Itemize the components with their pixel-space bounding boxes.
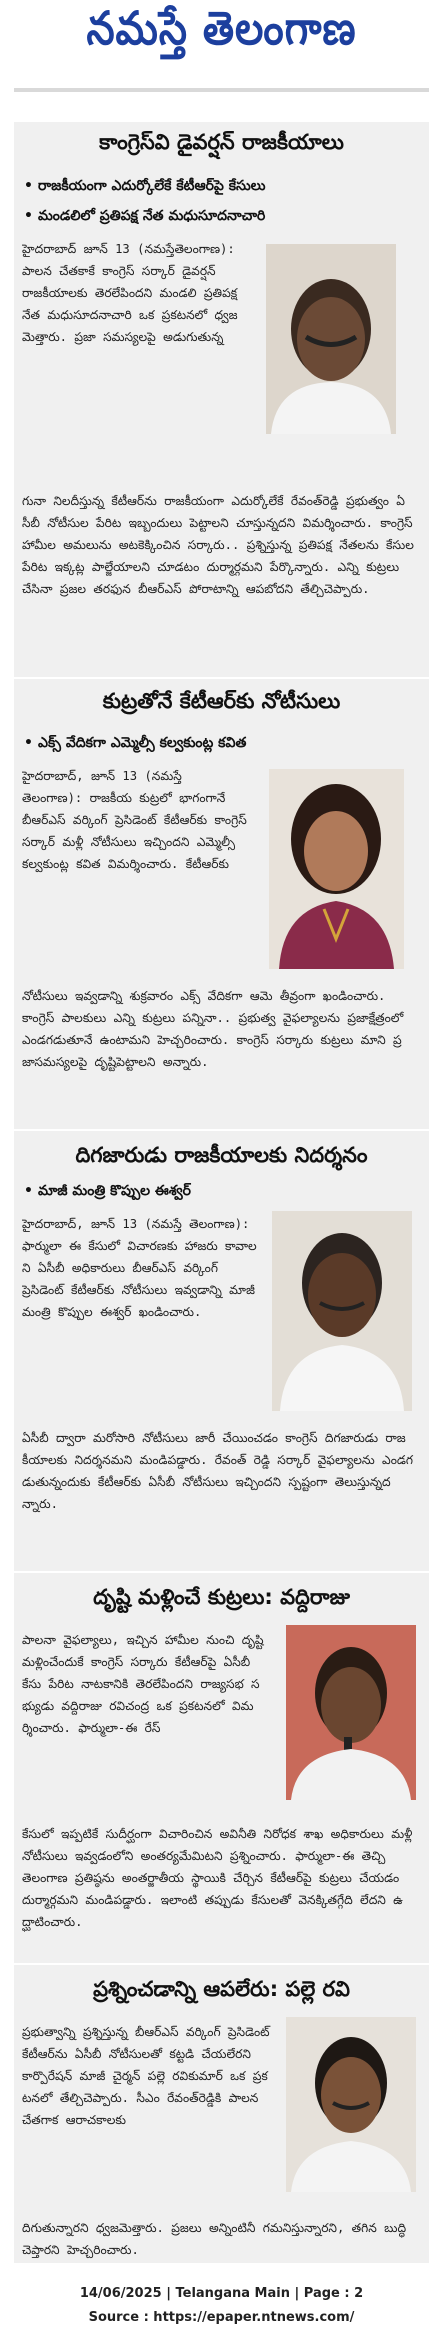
article-3-body-bottom: ఏసీబీ ద్వారా మరోసారి నోటీసులు జారీ చేయించడం కాంగ్రెస్ దిగజారుడు రాజకీయాలకు నిదర్శనమని మండిపడ్డారు. రేవంత్ రెడ్డి సర్కార్ వైఫల్యాలను ఎండగడుతున్నందుకు కేటీఆర్‌కు ఏసీబీ నోటీసులు ఇచ్చిందని స్పష్టంగా తెలుస్తున్నదన్నారు. bbox=[22, 1431, 414, 1511]
article-2-body-top: హైదరాబాద్, జూన్ 13 (నమస్తే తెలంగాణ): రాజకీయ కుట్రలో భాగంగానే బీఆర్ఎస్ వర్కింగ్ ప్రెసిడెంట్ కేటీఆర్‌కు కాంగ్రెస్ సర్కార్ మళ్లీ నోటీసులు ఇచ్చిందని ఎమ్మెల్సీ కల్వకుంట్ల కవిత విమర్శించారు. కేటీఆర్‌కు bbox=[22, 769, 247, 871]
article-1-body-bottom: గునా నిలదీస్తున్న కేటీఆర్‌ను రాజకీయంగా ఎదుర్కోలేకే రేవంత్‌రెడ్డి ప్రభుత్వం ఏసీబీ నోటీసుల పేరిట ఇబ్బందులు పెట్టాలని చూస్తున్నదని విమర్శించారు. కాంగ్రెస్ హామీల అమలును అటకెక్కించిన సర్కారు.. ప్రశ్నిస్తున్న ప్రతిపక్ష నేతలను కేసుల పేరిట ఇక్కట్ల పాల్జేయాలని చూడటం దుర్మార్గమని పేర్కొన్నారు. ఎన్ని కుట్రలు చేసినా ప్రజల తరఫున బీఆర్ఎస్ పోరాటాన్ని ఆపబోదని తేల్చిచెప్పారు. bbox=[22, 494, 414, 596]
article-1-subhead-2: • మండలిలో ప్రతిపక్ష నేత మధుసూదనాచారి bbox=[24, 208, 266, 224]
article-2 bbox=[14, 679, 429, 1129]
article-5-body-top: ప్రభుత్వాన్ని ప్రశ్నిస్తున్న బీఆర్ఎస్ వర్కింగ్ ప్రెసిడెంట్ కేటీఆర్‌ను ఏసీబీ నోటీసులతో కట్టడి చేయలేరని కార్పొరేషన్ మాజీ చైర్మన్ పల్లె రవికుమార్ ఒక ప్రకటనలో తేల్చిచెప్పారు. సీఎం రేవంత్‌రెడ్డికి పాలన చేతగాక ఆరాచకాలకు bbox=[22, 2025, 270, 2127]
article-4-body-bottom: కేసులో ఇప్పటికే సుదీర్ఘంగా విచారించిన అవినీతి నిరోధక శాఖ అధికారులు మళ్లీ నోటీసులు ఇవ్వడంలోని అంతర్యమేమిటని ప్రశ్నించారు. ఫార్ములా-ఈ తెచ్చి తెలంగాణ ప్రతిష్ఠను అంతర్జాతీయ స్థాయికి చేర్చిన కేటీఆర్‌పై కుట్రలు చేయడం దుర్మార్గమని మండిపడ్డారు. ఇలాంటి తప్పుడు కేసులతో వెనక్కితగ్గేది లేదని ఉద్ఘాటించారు. bbox=[22, 1827, 413, 1929]
masthead bbox=[0, 0, 443, 70]
photo-vaddiraju bbox=[286, 1625, 416, 1800]
article-3-subhead-1: • మాజీ మంత్రి కొప్పుల ఈశ్వర్ bbox=[24, 1183, 191, 1199]
article-2-subhead-1: • ఎక్స్ వేదికగా ఎమ్మెల్సీ కల్వకుంట్ల కవిత bbox=[24, 735, 247, 751]
photo-koppula-eshwar bbox=[272, 1211, 412, 1411]
photo-madhusudhanachari bbox=[266, 244, 396, 434]
article-1-body-top: హైదరాబాద్ జూన్ 13 (నమస్తేతెలంగాణ): పాలన చేతకాకే కాంగ్రెస్ సర్కార్ డైవర్షన్ రాజకీయాలకు తెరలేపిందని మండలి ప్రతిపక్ష నేత మధుసూదనాచారి ఒక ప్రకటనలో ధ్వజమెత్తారు. ప్రజా సమస్యలపై అడుగుతున్న bbox=[22, 242, 238, 344]
masthead-title: నమస్తే తెలంగాణ bbox=[86, 2, 357, 56]
footer-source: Source : https://epaper.ntnews.com/ bbox=[88, 2310, 355, 2325]
article-2-body-bottom: నోటీసులు ఇవ్వడాన్ని శుక్రవారం ఎక్స్ వేదికగా ఆమె తీవ్రంగా ఖండించారు. కాంగ్రెస్ పాలకులు ఎన్ని కుట్రలు పన్నినా.. ప్రభుత్వ వైఫల్యాలను ప్రజాక్షేత్రంలో ఎండగడుతూనే ఉంటామని హెచ్చరించారు. కాంగ్రెస్ సర్కారు కుట్రలు మాని ప్రజాసమస్యలపై దృష్టిపెట్టాలని అన్నారు. bbox=[22, 989, 404, 1069]
article-3-headline: దిగజారుడు రాజకీయాలకు నిదర్శనం bbox=[75, 1143, 368, 1167]
article-1 bbox=[14, 122, 429, 677]
article-1-headline: కాంగ్రెస్‌వి డైవర్షన్ రాజకీయాలు bbox=[99, 130, 344, 154]
article-5 bbox=[14, 1965, 429, 2263]
article-2-headline: కుట్రతోనే కేటీఆర్‌కు నోటీసులు bbox=[102, 689, 341, 713]
article-5-headline: ప్రశ్నించడాన్ని ఆపలేరు: పల్లె రవి bbox=[93, 1977, 350, 2001]
bullet-icon: • bbox=[24, 735, 33, 751]
bullet-icon: • bbox=[24, 178, 33, 194]
footer-date-edition: 14/06/2025 | Telangana Main | Page : 2 bbox=[79, 2286, 364, 2301]
article-4-body-top: పాలనా వైఫల్యాలు, ఇచ్చిన హామీల నుంచి దృష్టి మళ్లించేందుకే కాంగ్రెస్ సర్కారు కేటీఆర్‌పై ఏసీబీ కేసు పేరిట నాటకానికి తెరలేపిందని రాజ్యసభ సభ్యుడు వద్దిరాజు రవిచంద్ర ఒక ప్రకటనలో విమర్శించారు. ఫార్ములా-ఈ రేస్ bbox=[22, 1633, 264, 1735]
photo-palle-ravi bbox=[286, 2017, 416, 2192]
article-3 bbox=[14, 1131, 429, 1571]
photo-kavitha bbox=[269, 769, 404, 969]
bullet-icon: • bbox=[24, 208, 33, 224]
article-3-body-top: హైదరాబాద్, జూన్ 13 (నమస్తే తెలంగాణ): ఫార్ములా ఈ కేసులో విచారణకు హాజరు కావాలని ఏసీబీ అధికారులు బీఆర్ఎస్ వర్కింగ్ ప్రెసిడెంట్ కేటీఆర్‌కు నోటీసులు ఇవ్వడాన్ని మాజీ మంత్రి కొప్పుల ఈశ్వర్ ఖండించారు. bbox=[22, 1217, 257, 1319]
article-4-headline: దృష్టి మళ్లించే కుట్రలు: వద్దిరాజు bbox=[93, 1585, 350, 1609]
article-1-subhead-1: • రాజకీయంగా ఎదుర్కోలేకే కేటీఆర్‌పై కేసులు bbox=[24, 178, 266, 194]
bullet-icon: • bbox=[24, 1183, 33, 1199]
article-4 bbox=[14, 1573, 429, 1963]
article-5-body-bottom: దిగుతున్నారని ధ్వజమెత్తారు. ప్రజలు అన్నింటినీ గమనిస్తున్నారని, తగిన బుద్ధి చెప్తారని హెచ్చరించారు. bbox=[22, 2221, 407, 2257]
